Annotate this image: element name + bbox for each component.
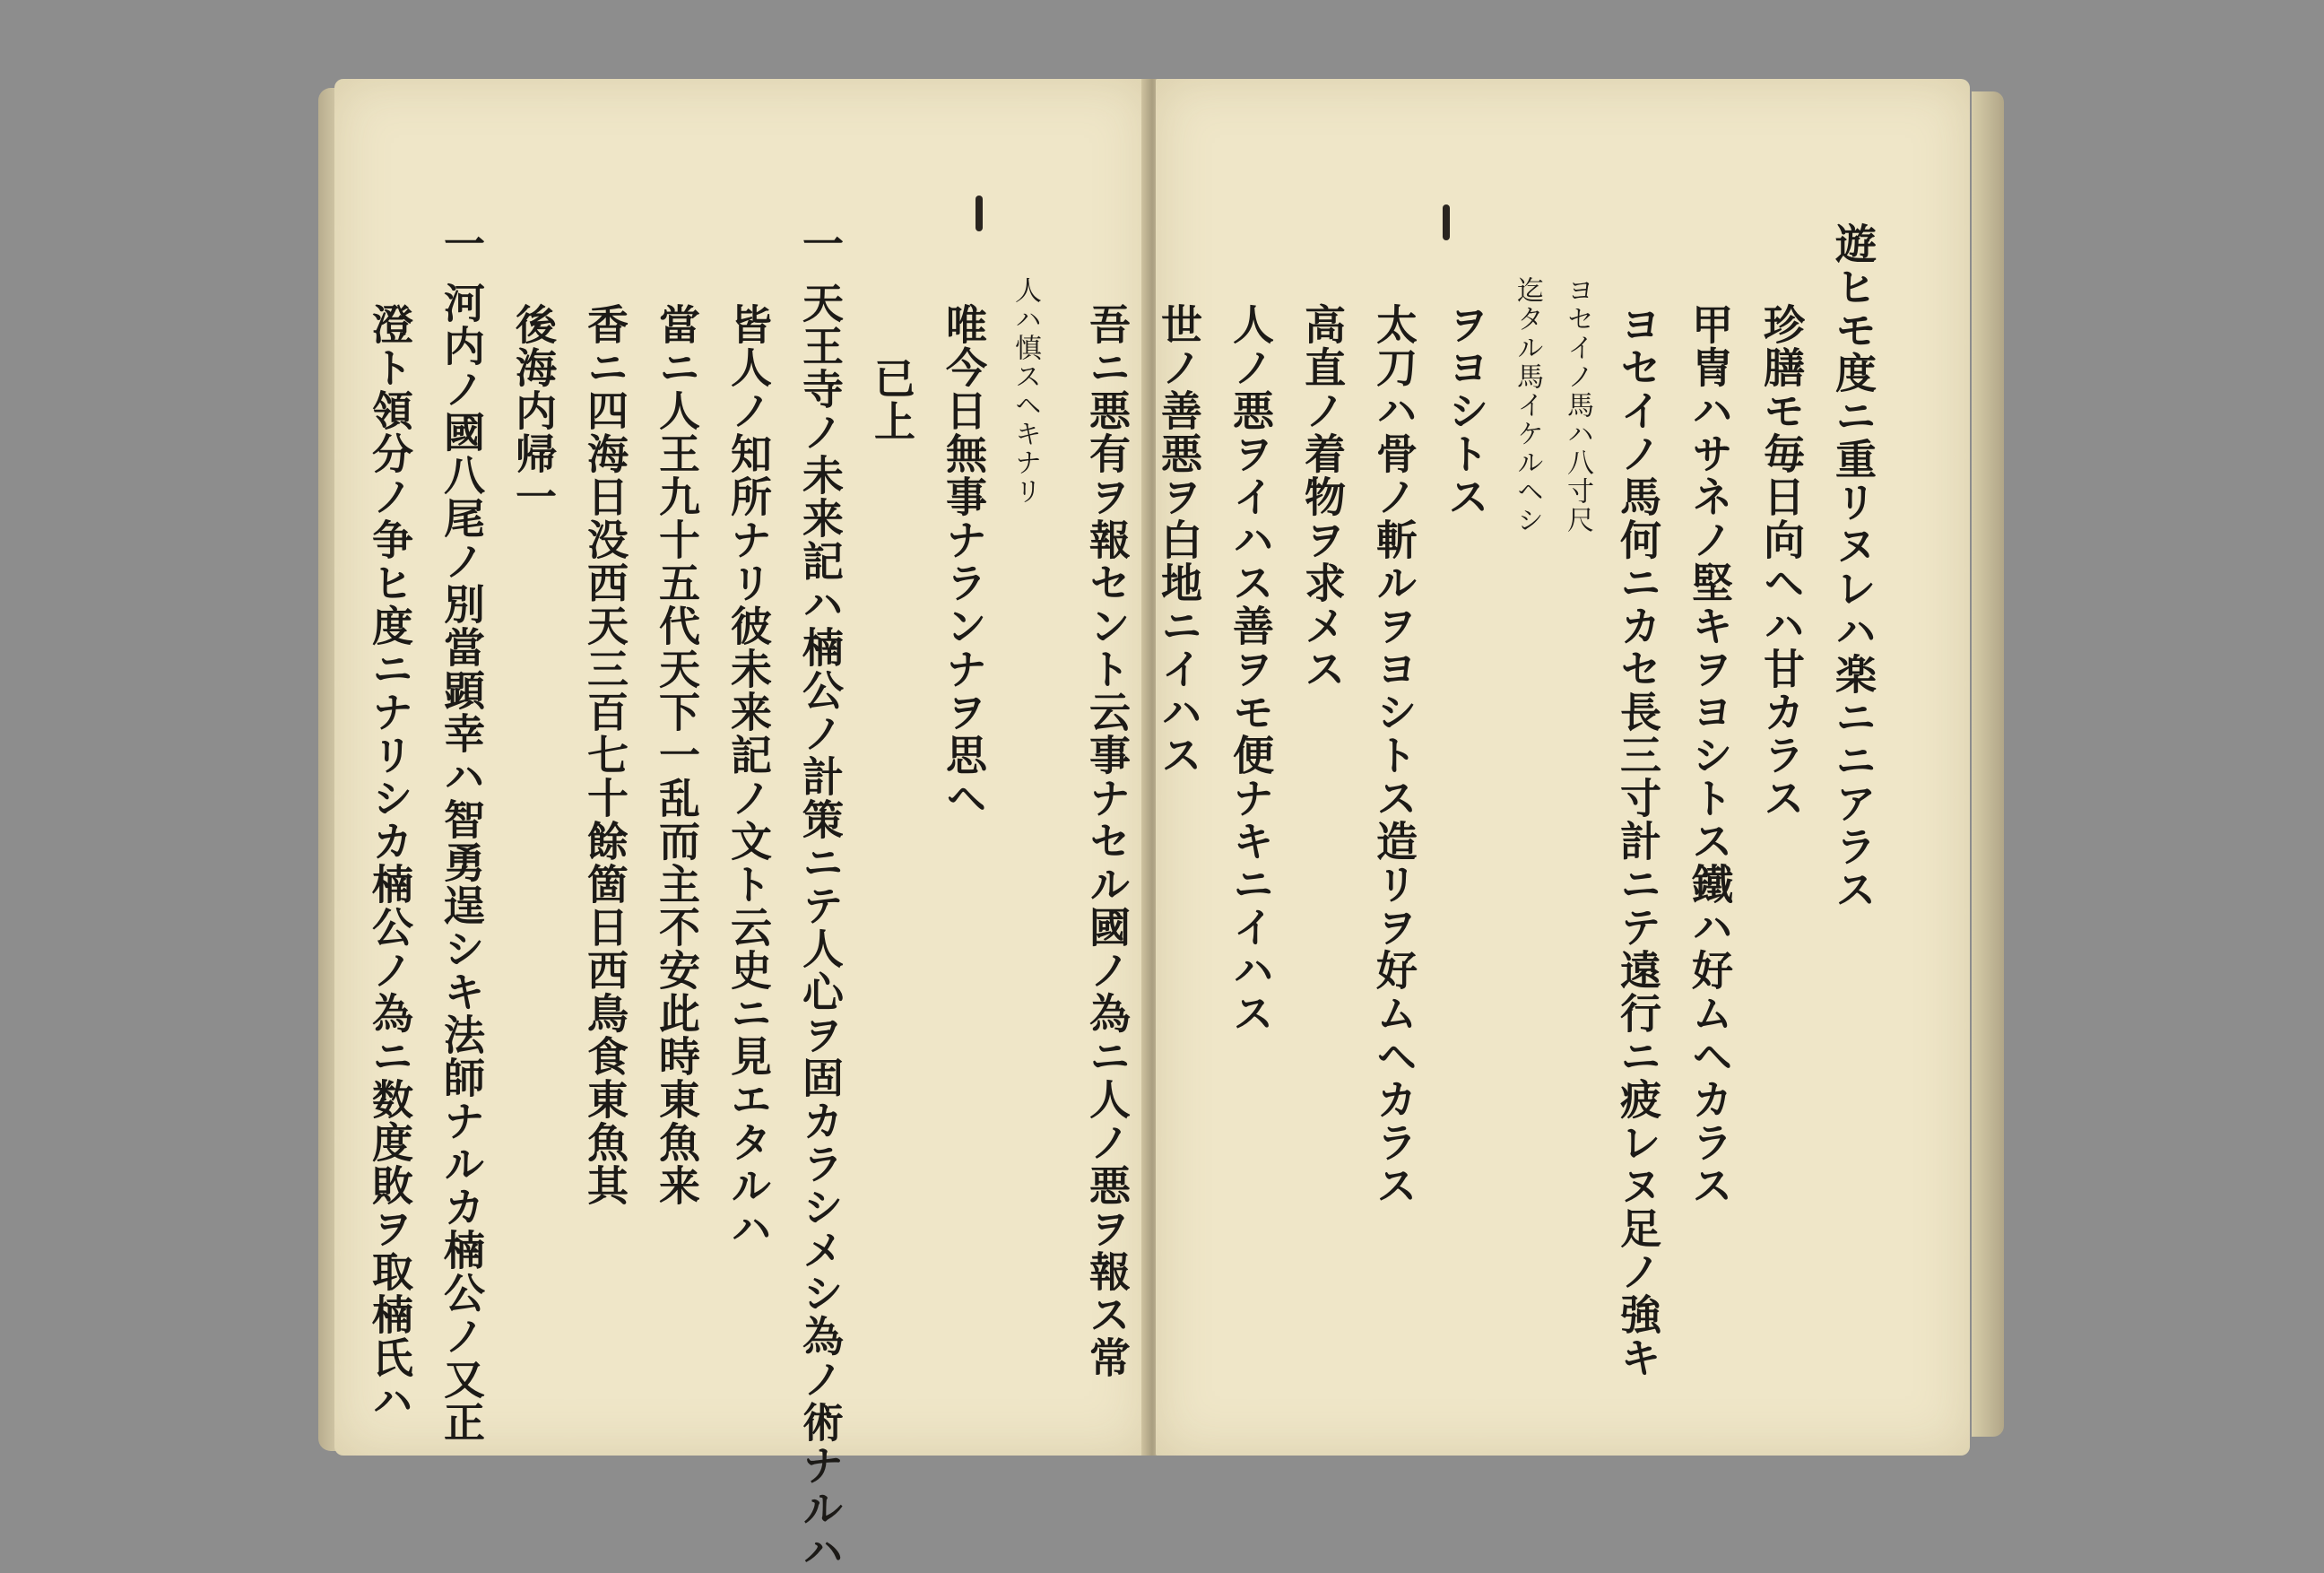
- text-column: 珍膳モ毎日向ヘハ甘カラス: [1757, 303, 1806, 820]
- text-column: 高直ノ着物ヲ求メス: [1298, 303, 1347, 691]
- annotation-column: ヨセイノ馬ハ八寸尺: [1562, 276, 1593, 534]
- open-book: [318, 79, 2004, 1573]
- text-column: 甲冑ハサネノ堅キヲヨシトス鐵ハ好ムヘカラス: [1686, 303, 1734, 1207]
- text-column: 一 天王寺ノ未来記ハ楠公ノ計策ニテ人心ヲ固カラシメシ為ノ術ナルハ: [796, 222, 845, 1573]
- text-column: 香ニ四海日没西天三百七十餘箇日西鳥食東魚其: [581, 303, 629, 1207]
- text-column: ヨセイノ馬何ニカセ長三寸計ニテ遠行ニ疲レヌ足ノ強キ: [1614, 303, 1662, 1379]
- annotation-column: 迄タル馬イケルヘシ: [1512, 276, 1543, 534]
- right-page-text: [1083, 222, 1889, 1384]
- book-edge-right: [1972, 91, 2004, 1437]
- left-page-text: [366, 222, 1050, 1573]
- text-column: 世ノ善悪ヲ白地ニイハス: [1155, 303, 1203, 777]
- text-column: 澄ト領分ノ争ヒ度ニナリシカ楠公ノ為ニ数度敗ヲ取楠氏ハ: [366, 303, 414, 1422]
- text-column: ヲヨシトス: [1442, 303, 1490, 518]
- text-column: 吾ニ悪有ヲ報セント云事ナセル國ノ為ニ人ノ悪ヲ報ス常: [1083, 303, 1132, 1379]
- text-column: 唯今日無事ナランナヲ思ヘ: [940, 303, 988, 820]
- text-column: 人ハ慎スヘキナリ: [1010, 276, 1041, 506]
- left-page: [334, 79, 1149, 1573]
- text-column: 皆人ノ知所ナリ彼未来記ノ文ト云史ニ見エタルハ: [724, 303, 773, 1250]
- text-column: 遊ヒモ度ニ重リヌレハ楽ニニアラス: [1829, 222, 1877, 911]
- text-column: 一 河内ノ國八尾ノ別當顕幸ハ智勇逞シキ法師ナルカ楠公ノ又正: [438, 222, 486, 1445]
- text-column: 人ノ悪ヲイハス善ヲモ便ナキニイハス: [1227, 303, 1275, 1035]
- text-column: 當ニ人王九十五代天下一乱而主不安此時東魚来: [653, 303, 701, 1207]
- right-page: [1083, 79, 1970, 1456]
- text-column: 後海内帰一: [509, 303, 558, 518]
- text-column: 太刀ハ骨ノ斬ルヲヨシトス造リヲ好ムヘカラス: [1370, 303, 1418, 1207]
- text-column: 已上: [868, 357, 916, 443]
